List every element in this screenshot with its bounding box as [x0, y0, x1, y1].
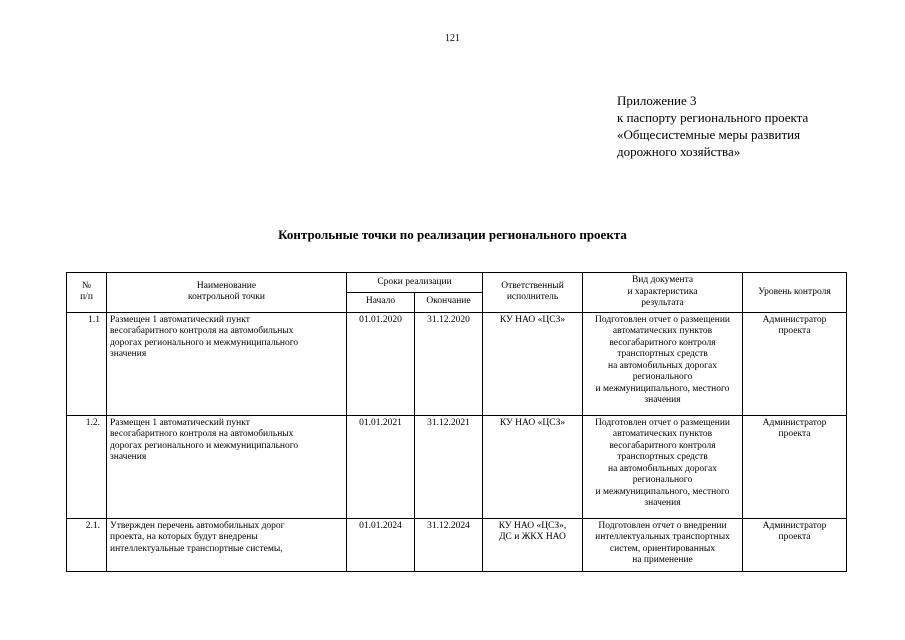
- header-responsible: Ответственный исполнитель: [483, 273, 583, 313]
- header-control-level: Уровень контроля: [743, 273, 847, 313]
- cell-control: Администратор проекта: [743, 312, 847, 415]
- cell-responsible: КУ НАО «ЦСЗ»: [483, 312, 583, 415]
- cell-num: 1.1: [67, 312, 107, 415]
- cell-responsible: КУ НАО «ЦСЗ»: [483, 415, 583, 518]
- page-number: 121: [445, 33, 460, 44]
- cell-num: 2.1.: [67, 518, 107, 571]
- cell-end: 31.12.2024: [415, 518, 483, 571]
- cell-control: Администратор проекта: [743, 415, 847, 518]
- cell-doc: Подготовлен отчет о внедрении интеллектуальных транспортных систем, ориентированных на применение: [583, 518, 743, 571]
- header-num: № п/п: [67, 273, 107, 313]
- header-end: Окончание: [415, 292, 483, 312]
- cell-start: 01.01.2024: [347, 518, 415, 571]
- header-terms: Сроки реализации: [347, 273, 483, 293]
- cell-name: Размещен 1 автоматический пункт весогабаритного контроля на автомобильных дорогах регионального и межмуниципального значения: [107, 312, 347, 415]
- appendix-line-1: Приложение 3: [617, 93, 697, 108]
- header-name: Наименование контрольной точки: [107, 273, 347, 313]
- cell-name: Утвержден перечень автомобильных дорог проекта, на которых будут внедрены интеллектуальные транспортные системы,: [107, 518, 347, 571]
- cell-start: 01.01.2021: [347, 415, 415, 518]
- cell-name: Размещен 1 автоматический пункт весогабаритного контроля на автомобильных дорогах регионального и межмуниципального значения: [107, 415, 347, 518]
- cell-control: Администратор проекта: [743, 518, 847, 571]
- appendix-line-3: «Общесистемные меры развития: [617, 127, 801, 142]
- header-doc-type: Вид документа и характеристика результата: [583, 273, 743, 313]
- cell-doc: Подготовлен отчет о размещении автоматических пунктов весогабаритного контроля транспортных средств на автомобильных дорогах регионального и межмуниципального, местного значения: [583, 312, 743, 415]
- table-row: [67, 518, 847, 571]
- appendix-block: [617, 92, 897, 160]
- table-row: [67, 415, 847, 518]
- appendix-line-2: к паспорту регионального проекта: [617, 110, 809, 125]
- appendix-line-4: дорожного хозяйства»: [617, 144, 741, 159]
- cell-start: 01.01.2020: [347, 312, 415, 415]
- table-row: [67, 312, 847, 415]
- cell-responsible: КУ НАО «ЦСЗ», ДС и ЖКХ НАО: [483, 518, 583, 571]
- cell-doc: Подготовлен отчет о размещении автоматических пунктов весогабаритного контроля транспортных средств на автомобильных дорогах регионального и межмуниципального, местного значения: [583, 415, 743, 518]
- cell-end: 31.12.2020: [415, 312, 483, 415]
- cell-num: 1.2.: [67, 415, 107, 518]
- document-title: Контрольные точки по реализации регионального проекта: [278, 227, 627, 242]
- control-points-table: [66, 272, 847, 572]
- cell-end: 31.12.2021: [415, 415, 483, 518]
- header-start: Начало: [347, 292, 415, 312]
